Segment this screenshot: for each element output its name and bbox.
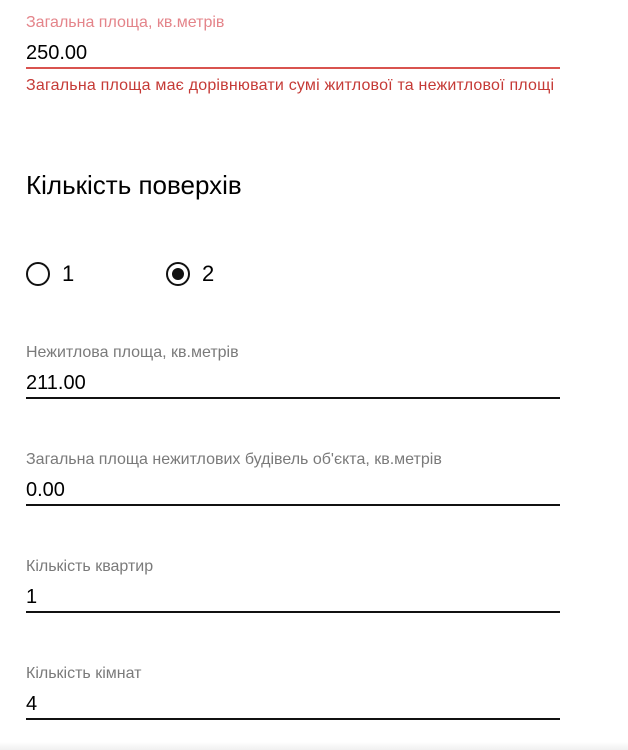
- nonresidential-buildings-area-label: Загальна площа нежитлових будівель об'єкта, кв.метрів: [26, 451, 442, 468]
- radio-unchecked-icon[interactable]: [26, 262, 50, 286]
- rooms-count-label: Кількість кімнат: [26, 665, 142, 682]
- apartments-count-field: [26, 558, 560, 613]
- total-area-error: Загальна площа має дорівнювати сумі житлової та нежитлової площі: [26, 77, 555, 94]
- total-area-label: Загальна площа, кв.метрів: [26, 14, 225, 31]
- nonresidential-area-field: [26, 344, 560, 399]
- floors-option-1[interactable]: [26, 262, 74, 286]
- rooms-count-input[interactable]: [26, 690, 560, 720]
- rooms-count-field: [26, 665, 560, 720]
- nonresidential-area-label: Нежитлова площа, кв.метрів: [26, 344, 239, 361]
- floors-option-1-label: 1: [62, 261, 75, 286]
- apartments-count-label: Кількість квартир: [26, 558, 154, 575]
- total-area-field: [26, 14, 560, 96]
- nonresidential-buildings-area-field: [26, 451, 560, 506]
- apartments-count-input[interactable]: [26, 583, 560, 613]
- floors-option-2-label: 2: [202, 261, 215, 286]
- nonresidential-buildings-area-input[interactable]: [26, 476, 560, 506]
- bottom-shadow: [0, 742, 628, 750]
- floors-option-2[interactable]: [166, 262, 214, 286]
- radio-checked-icon[interactable]: [166, 262, 190, 286]
- floors-title: Кількість поверхів: [26, 170, 242, 200]
- nonresidential-area-input[interactable]: [26, 369, 560, 399]
- total-area-input[interactable]: [26, 39, 560, 69]
